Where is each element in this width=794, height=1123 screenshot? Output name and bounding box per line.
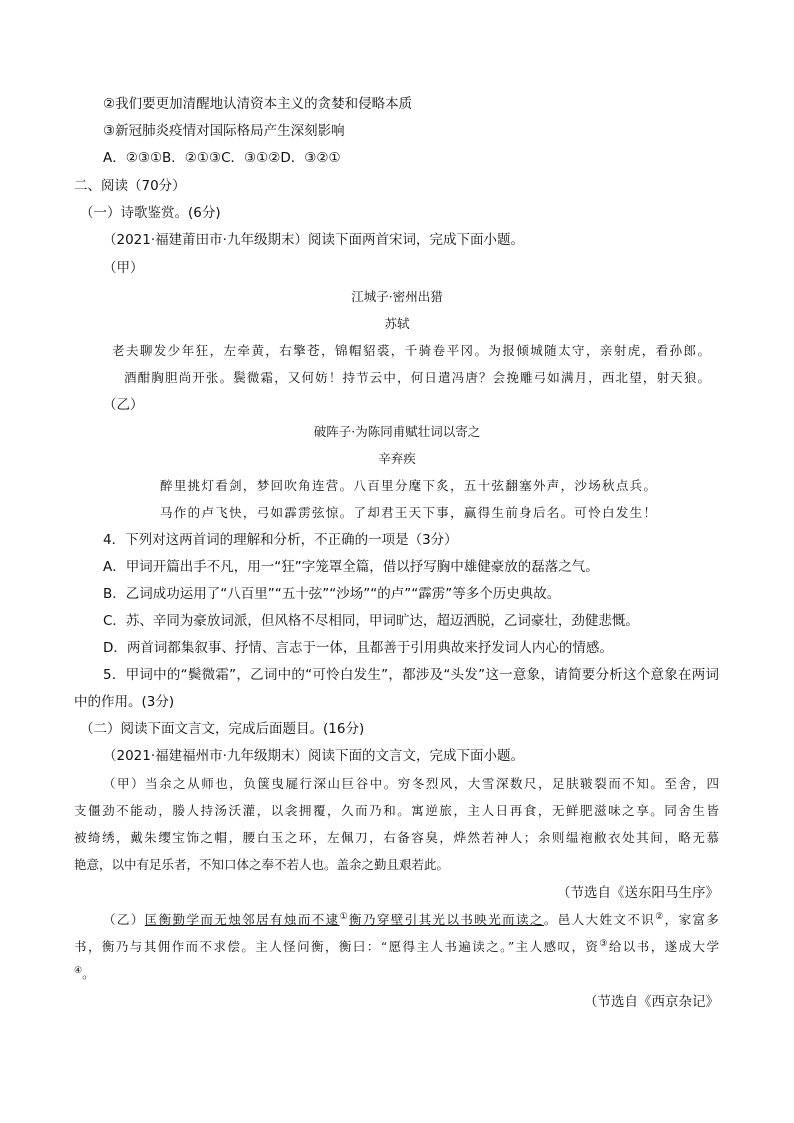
footnote-mark: ④: [74, 965, 83, 976]
poem-b-label: （乙）: [103, 397, 144, 413]
part2-title: （二）阅读下面文言文，完成后面题目。(16分): [80, 721, 365, 737]
question-4: 4．下列对这两首词的理解和分析，不正确的一项是（3分）: [103, 532, 458, 548]
footnote-mark: ②: [655, 911, 665, 922]
q3-item-3: ③新冠肺炎疫情对国际格局产生深刻影响: [103, 123, 345, 139]
q3-item-2: ②我们要更加清醒地认清资本主义的贪婪和侵略本质: [103, 96, 413, 112]
q4-option-c: C．苏、辛同为豪放词派，但风格不尽相同，甲词旷达，超迈洒脱，乙词豪壮，劲健悲慨。: [103, 613, 639, 629]
passage-a-line: 支僵劲不能动，媵人持汤沃灌，以衾拥覆，久而乃和。寓逆旅，主人日再食，无鲜肥滋味之享。同舍生皆: [74, 803, 719, 818]
poem-a-line: 老夫聊发少年狂，左牵黄，右擎苍，锦帽貂裘，千骑卷平冈。为报倾城随太守，亲射虎，看孙郎。: [112, 343, 710, 358]
poem-b-line: 马作的卢飞快，弓如霹雳弦惊。了却君王天下事，赢得生前身后名。可怜白发生！: [160, 505, 656, 520]
footnote-mark: ③: [599, 938, 609, 949]
poem-b-title: 破阵子·为陈同甫赋壮词以寄之: [313, 424, 481, 439]
poem-a-line: 酒酣胸胆尚开张。鬓微霜，又何妨！持节云中，何日遣冯唐？会挽雕弓如满月，西北望，射天狼。: [124, 370, 710, 385]
poem-a-title: 江城子·密州出猎: [351, 289, 443, 304]
passage-b-text: ，家富多: [664, 912, 719, 927]
question-5: 5．甲词中的“鬓微霜”，乙词中的“可怜白发生”，都涉及“头发”这一意象，请简要分析这个意象在两词: [103, 667, 719, 683]
part1-intro: （2021·福建莆田市·九年级期末）阅读下面两首宋词，完成下面小题。: [103, 232, 524, 248]
passage-b-line: [74, 938, 719, 956]
passage-b-line: [103, 911, 719, 929]
poem-a-label: （甲）: [103, 260, 144, 276]
q3-options: A．②③①B．②①③C．③①②D．③②①: [103, 150, 341, 166]
passage-a-line: （甲）当余之从师也，负箧曳屣行深山巨谷中。穷冬烈风，大雪深数尺，足肤皲裂而不知。至舍，四: [103, 776, 719, 791]
passage-a-source: （节选自《送东阳马生序》: [557, 885, 719, 901]
passage-b-text: 。邑人大姓文不识: [543, 912, 656, 927]
footnote-mark: ①: [339, 911, 350, 922]
q4-option-b: B．乙词成功运用了“八百里”“五十弦”“沙场”“的卢”“霹雳”等多个历史典故。: [103, 586, 561, 602]
question-5-cont: 中的作用。(3分): [74, 694, 175, 710]
q4-option-d: D．两首词都集叙事、抒情、言志于一体，且都善于引用典故来抒发词人内心的情感。: [103, 640, 613, 656]
part2-intro: （2021·福建福州市·九年级期末）阅读下面的文言文，完成下面小题。: [103, 748, 524, 764]
q4-option-a: A．甲词开篇出手不凡，用一“狂”字笼罩全篇，借以抒写胸中雄健豪放的磊落之气。: [103, 559, 599, 575]
poem-b-author: 辛弃疾: [378, 451, 416, 466]
passage-b-text: 给以书，遂成大学: [608, 939, 719, 954]
translation-sentence: 衡乃穿壁引其光以书映光而读之: [349, 912, 544, 927]
passage-a-line: 艳意，以中有足乐者，不知口体之奉不若人也。盖余之勤且艰若此。: [74, 857, 450, 872]
passage-b-text: 书，衡乃与其佣作而不求偿。主人怪问衡，衡曰：“愿得主人书遍读之。”主人感叹，资: [74, 939, 600, 954]
passage-a-line: 被绮绣，戴朱缨宝饰之帽，腰白玉之环，左佩刀，右备容臭，烨然若神人；余则缊袍敝衣处其间，略无慕: [74, 830, 719, 845]
translation-sentence: 匡衡勤学而无烛邻居有烛而不逮: [144, 912, 340, 927]
passage-b-label: （乙）: [103, 912, 145, 927]
section-title: 二、阅读（70分）: [74, 178, 186, 194]
poem-a-author: 苏轼: [384, 316, 410, 331]
passage-b-line: [74, 965, 95, 983]
passage-b-source: （节选自《西京杂记》: [584, 994, 719, 1010]
poem-b-line: 醉里挑灯看剑，梦回吹角连营。八百里分麾下炙，五十弦翻塞外声，沙场秋点兵。: [160, 478, 656, 493]
passage-b-text: 。: [82, 966, 95, 981]
part1-title: （一）诗歌鉴赏。(6分): [80, 205, 221, 221]
